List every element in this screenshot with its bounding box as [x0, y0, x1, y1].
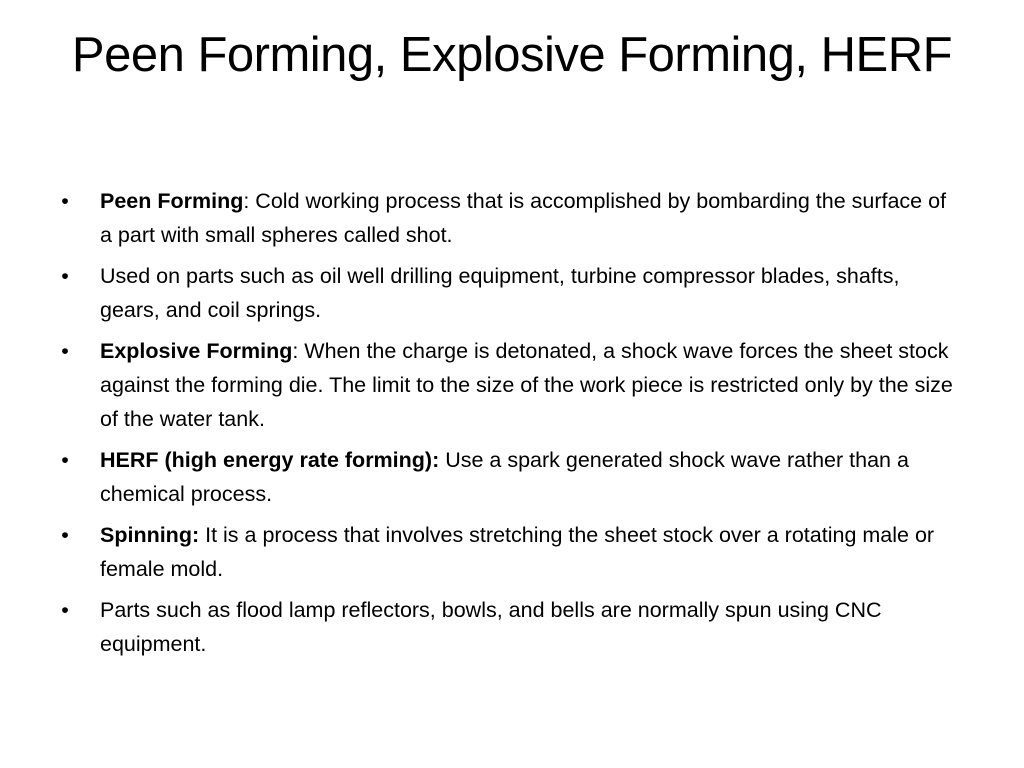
bullet-text: Parts such as flood lamp reflectors, bowls, and bells are normally spun using CNC equipment.: [100, 598, 882, 656]
bullet-term: HERF (high energy rate forming):: [100, 448, 440, 472]
bullet-list: [58, 184, 958, 668]
bullet-text: Use a spark generated shock wave rather than a chemical process.: [100, 448, 909, 506]
bullet-item-spinning: [58, 518, 958, 586]
bullet-icon: •: [61, 448, 69, 472]
bullet-icon: •: [61, 339, 69, 363]
bullet-text: : Cold working process that is accomplished by bombarding the surface of a part with small spheres called shot.: [100, 189, 947, 247]
bullet-icon: •: [61, 189, 69, 213]
bullet-item-herf: [58, 443, 958, 511]
bullet-item-peen-forming: [58, 184, 958, 252]
bullet-icon: •: [61, 523, 69, 547]
bullet-icon: •: [61, 264, 69, 288]
bullet-text: It is a process that involves stretching the sheet stock over a rotating male or female mold.: [100, 523, 935, 581]
bullet-icon: •: [61, 598, 69, 622]
bullet-text: : When the charge is detonated, a shock wave forces the sheet stock against the forming die. The limit to the size of the work piece is restricted only by the size of the water tank.: [100, 339, 953, 431]
slide-title: Peen Forming, Explosive Forming, HERF: [71, 28, 953, 82]
bullet-item-explosive-forming: [58, 334, 958, 436]
bullet-item-spun-parts: [58, 593, 958, 661]
bullet-term: Peen Forming: [100, 189, 244, 213]
bullet-term: Spinning:: [100, 523, 200, 547]
bullet-term: Explosive Forming: [100, 339, 293, 363]
bullet-text: Used on parts such as oil well drilling equipment, turbine compressor blades, shafts, gears, and coil springs.: [100, 264, 900, 322]
bullet-item-peen-uses: [58, 259, 958, 327]
